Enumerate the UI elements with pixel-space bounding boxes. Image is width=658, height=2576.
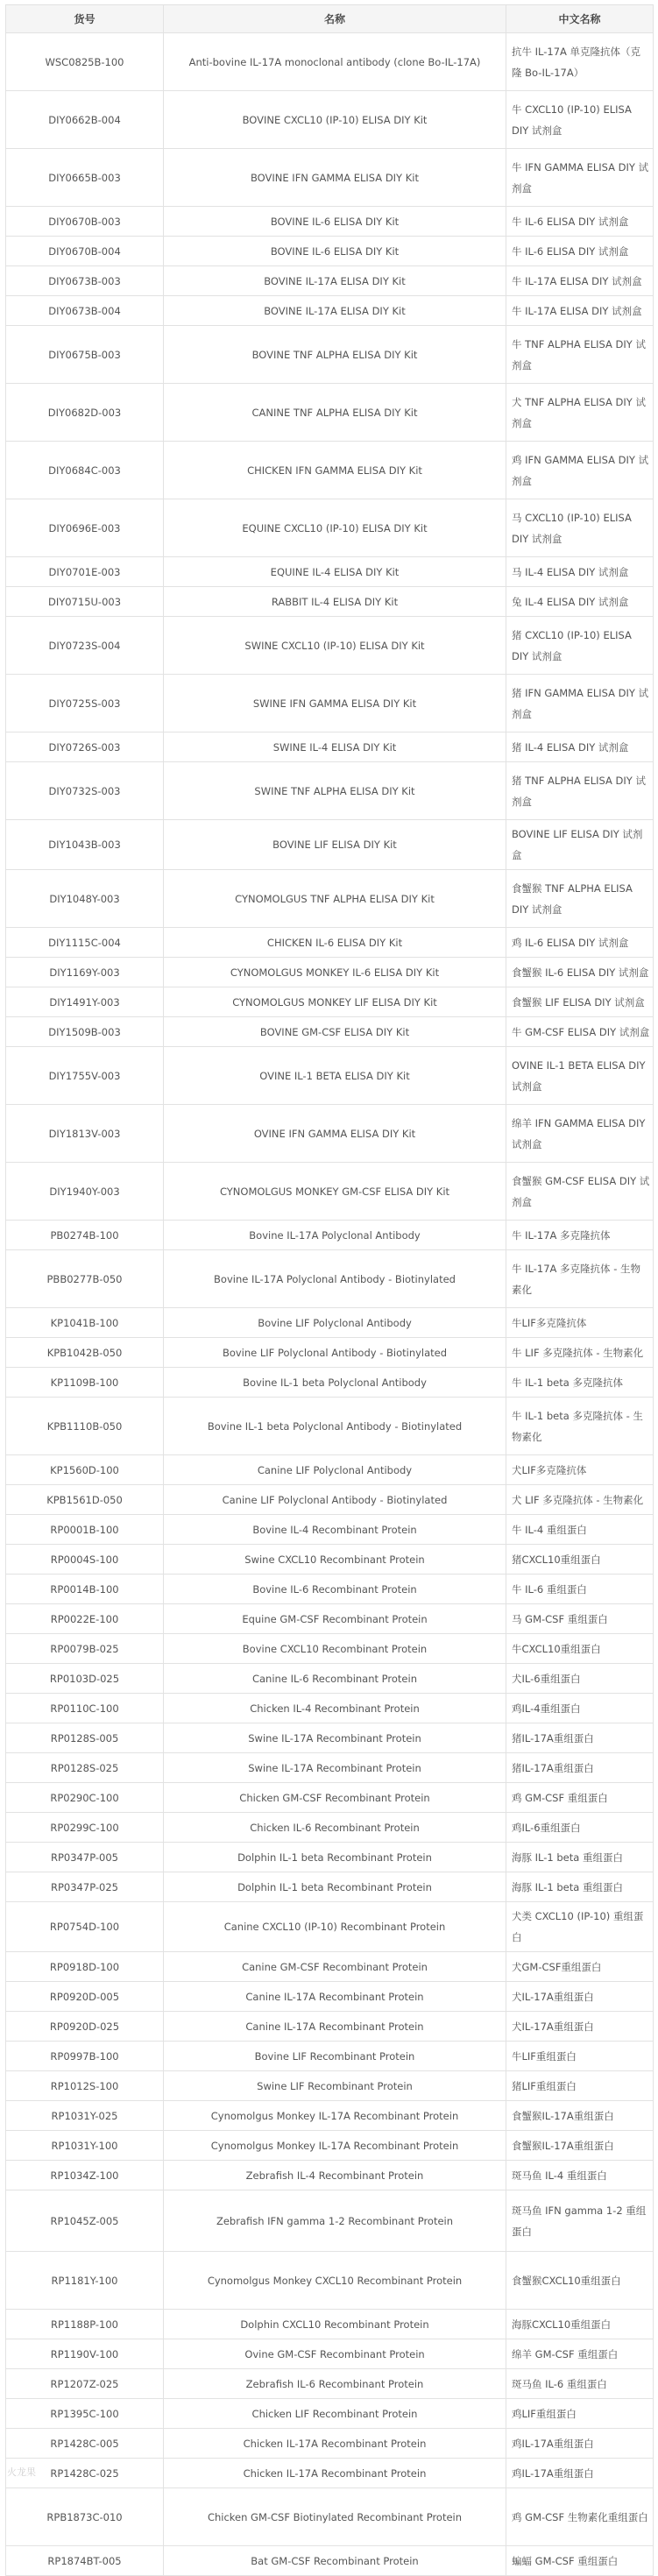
table-row	[6, 91, 654, 149]
product-code-cell: RP0920D-005	[6, 1982, 164, 2012]
product-name-cell: SWINE IFN GAMMA ELISA DIY Kit	[164, 675, 506, 732]
product-code-cell: RP1188P-100	[6, 2310, 164, 2339]
table-row	[6, 149, 654, 207]
product-code-cell: KP1109B-100	[6, 1368, 164, 1398]
product-name-cell: Bovine IL-1 beta Polyclonal Antibody	[164, 1368, 506, 1398]
product-table	[5, 4, 654, 2576]
chinese-name-cell: 牛 TNF ALPHA ELISA DIY 试剂盒	[506, 326, 654, 384]
table-row	[6, 2042, 654, 2071]
product-name-cell: Bat GM-CSF Recombinant Protein	[164, 2546, 506, 2576]
table-row	[6, 587, 654, 617]
table-row	[6, 237, 654, 266]
table-row	[6, 1338, 654, 1368]
product-code-cell: DIY1755V-003	[6, 1047, 164, 1105]
table-row	[6, 1485, 654, 1515]
product-code-cell: DIY0726S-003	[6, 732, 164, 762]
table-row	[6, 732, 654, 762]
table-row	[6, 2339, 654, 2369]
chinese-name-cell: 牛LIF重组蛋白	[506, 2042, 654, 2071]
product-code-cell: DIY0675B-003	[6, 326, 164, 384]
chinese-name-cell: 牛CXCL10重组蛋白	[506, 1634, 654, 1664]
chinese-name-cell: 马 GM-CSF 重组蛋白	[506, 1604, 654, 1634]
product-name-cell: CHICKEN IFN GAMMA ELISA DIY Kit	[164, 442, 506, 499]
table-row	[6, 958, 654, 987]
chinese-name-cell: 斑马鱼 IFN gamma 1-2 重组蛋白	[506, 2190, 654, 2252]
product-name-cell: BOVINE IL-6 ELISA DIY Kit	[164, 207, 506, 237]
table-header-row	[6, 5, 654, 33]
product-name-cell: Cynomolgus Monkey IL-17A Recombinant Protein	[164, 2101, 506, 2131]
product-name-cell: Bovine IL-4 Recombinant Protein	[164, 1515, 506, 1545]
product-code-cell: DIY0682D-003	[6, 384, 164, 442]
product-code-cell: RP0299C-100	[6, 1813, 164, 1843]
product-code-cell: DIY0670B-004	[6, 237, 164, 266]
product-code-cell: RP0290C-100	[6, 1783, 164, 1813]
product-code-cell: RP0920D-025	[6, 2012, 164, 2042]
table-row	[6, 928, 654, 958]
product-name-cell: Zebrafish IL-4 Recombinant Protein	[164, 2161, 506, 2190]
product-name-cell: SWINE IL-4 ELISA DIY Kit	[164, 732, 506, 762]
product-name-cell: Dolphin IL-1 beta Recombinant Protein	[164, 1843, 506, 1872]
chinese-name-cell: 犬IL-6重组蛋白	[506, 1664, 654, 1694]
table-row	[6, 617, 654, 675]
chinese-name-cell: 猪 CXCL10 (IP-10) ELISA DIY 试剂盒	[506, 617, 654, 675]
product-code-cell: RP0079B-025	[6, 1634, 164, 1664]
product-code-cell: DIY0665B-003	[6, 149, 164, 207]
chinese-name-cell: 斑马鱼 IL-6 重组蛋白	[506, 2369, 654, 2399]
product-name-cell: BOVINE IL-6 ELISA DIY Kit	[164, 237, 506, 266]
product-code-cell: RP1031Y-025	[6, 2101, 164, 2131]
product-name-cell: Swine IL-17A Recombinant Protein	[164, 1753, 506, 1783]
product-code-cell: RP1031Y-100	[6, 2131, 164, 2161]
product-name-cell: Equine GM-CSF Recombinant Protein	[164, 1604, 506, 1634]
chinese-name-cell: 马 CXCL10 (IP-10) ELISA DIY 试剂盒	[506, 499, 654, 557]
table-row	[6, 1952, 654, 1982]
product-name-cell: CANINE TNF ALPHA ELISA DIY Kit	[164, 384, 506, 442]
product-code-cell: RP0754D-100	[6, 1902, 164, 1952]
product-name-cell: SWINE CXCL10 (IP-10) ELISA DIY Kit	[164, 617, 506, 675]
product-code-cell: RP1012S-100	[6, 2071, 164, 2101]
product-name-cell: CYNOMOLGUS MONKEY LIF ELISA DIY Kit	[164, 987, 506, 1017]
table-row	[6, 296, 654, 326]
table-row	[6, 2161, 654, 2190]
table-row	[6, 1163, 654, 1221]
product-code-cell: DIY0723S-004	[6, 617, 164, 675]
table-row	[6, 1575, 654, 1604]
table-row	[6, 2369, 654, 2399]
table-row	[6, 442, 654, 499]
product-code-cell: RP0004S-100	[6, 1545, 164, 1575]
table-row	[6, 1723, 654, 1753]
table-row	[6, 1982, 654, 2012]
product-code-cell: KP1041B-100	[6, 1308, 164, 1338]
product-code-cell: DIY0701E-003	[6, 557, 164, 587]
product-name-cell: Zebrafish IL-6 Recombinant Protein	[164, 2369, 506, 2399]
table-row	[6, 1813, 654, 1843]
table-row	[6, 2012, 654, 2042]
chinese-name-cell: 鸡 IL-6 ELISA DIY 试剂盒	[506, 928, 654, 958]
chinese-name-cell: 海豚 IL-1 beta 重组蛋白	[506, 1843, 654, 1872]
product-code-cell: RP0001B-100	[6, 1515, 164, 1545]
product-name-cell: Chicken LIF Recombinant Protein	[164, 2399, 506, 2429]
product-name-cell: Anti-bovine IL-17A monoclonal antibody (clone Bo-IL-17A)	[164, 33, 506, 91]
chinese-name-cell: 鸡 GM-CSF 重组蛋白	[506, 1783, 654, 1813]
chinese-name-cell: 蝙蝠 GM-CSF 重组蛋白	[506, 2546, 654, 2576]
table-row	[6, 33, 654, 91]
product-name-cell: Bovine LIF Polyclonal Antibody - Biotinylated	[164, 1338, 506, 1368]
table-row	[6, 326, 654, 384]
product-code-cell: KPB1110B-050	[6, 1398, 164, 1455]
table-row	[6, 1398, 654, 1455]
table-body	[6, 33, 654, 2576]
header-name: 名称	[164, 5, 506, 33]
product-code-cell: DIY0725S-003	[6, 675, 164, 732]
table-row	[6, 2190, 654, 2252]
table-row	[6, 1753, 654, 1783]
product-name-cell: Canine CXCL10 (IP-10) Recombinant Protein	[164, 1902, 506, 1952]
product-code-cell: RP0997B-100	[6, 2042, 164, 2071]
header-chinese-name: 中文名称	[506, 5, 654, 33]
table-row	[6, 1455, 654, 1485]
chinese-name-cell: 食蟹猴CXCL10重组蛋白	[506, 2252, 654, 2310]
table-row	[6, 1694, 654, 1723]
product-name-cell: Dolphin IL-1 beta Recombinant Protein	[164, 1872, 506, 1902]
product-name-cell: Dolphin CXCL10 Recombinant Protein	[164, 2310, 506, 2339]
product-name-cell: RABBIT IL-4 ELISA DIY Kit	[164, 587, 506, 617]
chinese-name-cell: 牛 IL-6 重组蛋白	[506, 1575, 654, 1604]
product-code-cell: DIY0670B-003	[6, 207, 164, 237]
product-code-cell: DIY0662B-004	[6, 91, 164, 149]
table-row	[6, 1872, 654, 1902]
chinese-name-cell: 牛 CXCL10 (IP-10) ELISA DIY 试剂盒	[506, 91, 654, 149]
table-row	[6, 2429, 654, 2459]
chinese-name-cell: 犬 TNF ALPHA ELISA DIY 试剂盒	[506, 384, 654, 442]
product-name-cell: Cynomolgus Monkey IL-17A Recombinant Protein	[164, 2131, 506, 2161]
product-code-cell: DIY1043B-003	[6, 820, 164, 870]
product-code-cell: DIY1115C-004	[6, 928, 164, 958]
product-name-cell: Ovine GM-CSF Recombinant Protein	[164, 2339, 506, 2369]
product-name-cell: Bovine IL-6 Recombinant Protein	[164, 1575, 506, 1604]
header-code: 货号	[6, 5, 164, 33]
product-name-cell: Bovine LIF Recombinant Protein	[164, 2042, 506, 2071]
chinese-name-cell: 牛 IL-6 ELISA DIY 试剂盒	[506, 237, 654, 266]
watermark-logo: 火龙果	[7, 2466, 36, 2478]
chinese-name-cell: 牛 IL-17A 多克隆抗体 - 生物素化	[506, 1250, 654, 1308]
chinese-name-cell: 猪IL-17A重组蛋白	[506, 1723, 654, 1753]
chinese-name-cell: 鸡 IFN GAMMA ELISA DIY 试剂盒	[506, 442, 654, 499]
product-code-cell: KP1560D-100	[6, 1455, 164, 1485]
table-row	[6, 1634, 654, 1664]
chinese-name-cell: 牛 IL-17A 多克隆抗体	[506, 1221, 654, 1250]
table-row	[6, 1604, 654, 1634]
product-name-cell: Bovine IL-1 beta Polyclonal Antibody - Biotinylated	[164, 1398, 506, 1455]
product-name-cell: Canine GM-CSF Recombinant Protein	[164, 1952, 506, 1982]
product-code-cell: RP0347P-025	[6, 1872, 164, 1902]
chinese-name-cell: 牛 IFN GAMMA ELISA DIY 试剂盒	[506, 149, 654, 207]
chinese-name-cell: 牛 IL-17A ELISA DIY 试剂盒	[506, 266, 654, 296]
chinese-name-cell: 猪IL-17A重组蛋白	[506, 1753, 654, 1783]
product-name-cell: Cynomolgus Monkey CXCL10 Recombinant Protein	[164, 2252, 506, 2310]
table-row	[6, 987, 654, 1017]
product-name-cell: BOVINE LIF ELISA DIY Kit	[164, 820, 506, 870]
table-row	[6, 266, 654, 296]
chinese-name-cell: 牛 IL-17A ELISA DIY 试剂盒	[506, 296, 654, 326]
product-code-cell: DIY1940Y-003	[6, 1163, 164, 1221]
product-name-cell: Swine CXCL10 Recombinant Protein	[164, 1545, 506, 1575]
table-row	[6, 1105, 654, 1163]
table-row	[6, 2071, 654, 2101]
table-row	[6, 1783, 654, 1813]
product-name-cell: Chicken IL-17A Recombinant Protein	[164, 2429, 506, 2459]
product-name-cell: CYNOMOLGUS MONKEY GM-CSF ELISA DIY Kit	[164, 1163, 506, 1221]
product-code-cell: RP0128S-005	[6, 1723, 164, 1753]
chinese-name-cell: 牛 GM-CSF ELISA DIY 试剂盒	[506, 1017, 654, 1047]
table-row	[6, 384, 654, 442]
table-row	[6, 499, 654, 557]
table-row	[6, 1664, 654, 1694]
table-row	[6, 2101, 654, 2131]
product-code-cell: RPB1873C-010	[6, 2488, 164, 2546]
product-code-cell: RP1190V-100	[6, 2339, 164, 2369]
chinese-name-cell: 海豚 IL-1 beta 重组蛋白	[506, 1872, 654, 1902]
product-name-cell: BOVINE IL-17A ELISA DIY Kit	[164, 296, 506, 326]
product-code-cell: RP1207Z-025	[6, 2369, 164, 2399]
chinese-name-cell: 牛 IL-4 重组蛋白	[506, 1515, 654, 1545]
chinese-name-cell: 牛 IL-1 beta 多克隆抗体	[506, 1368, 654, 1398]
table-row	[6, 207, 654, 237]
chinese-name-cell: 牛LIF多克隆抗体	[506, 1308, 654, 1338]
product-name-cell: Canine IL-17A Recombinant Protein	[164, 2012, 506, 2042]
product-name-cell: CYNOMOLGUS MONKEY IL-6 ELISA DIY Kit	[164, 958, 506, 987]
product-name-cell: Swine IL-17A Recombinant Protein	[164, 1723, 506, 1753]
product-table-container	[5, 4, 653, 2576]
product-name-cell: Chicken IL-17A Recombinant Protein	[164, 2459, 506, 2488]
product-code-cell: RP0918D-100	[6, 1952, 164, 1982]
product-code-cell: DIY0673B-004	[6, 296, 164, 326]
table-row	[6, 1902, 654, 1952]
chinese-name-cell: 食蟹猴IL-17A重组蛋白	[506, 2131, 654, 2161]
chinese-name-cell: 绵羊 GM-CSF 重组蛋白	[506, 2339, 654, 2369]
product-code-cell: DIY0696E-003	[6, 499, 164, 557]
product-code-cell: RP1395C-100	[6, 2399, 164, 2429]
table-row	[6, 1515, 654, 1545]
product-name-cell: OVINE IL-1 BETA ELISA DIY Kit	[164, 1047, 506, 1105]
table-row	[6, 2252, 654, 2310]
table-row	[6, 675, 654, 732]
product-code-cell: RP0128S-025	[6, 1753, 164, 1783]
chinese-name-cell: 犬LIF多克隆抗体	[506, 1455, 654, 1485]
table-row	[6, 2459, 654, 2488]
chinese-name-cell: 鸡IL-6重组蛋白	[506, 1813, 654, 1843]
chinese-name-cell: 猪 IFN GAMMA ELISA DIY 试剂盒	[506, 675, 654, 732]
product-code-cell: PBB0277B-050	[6, 1250, 164, 1308]
product-name-cell: Chicken GM-CSF Biotinylated Recombinant Protein	[164, 2488, 506, 2546]
product-code-cell: RP1428C-025	[6, 2459, 164, 2488]
table-row	[6, 2131, 654, 2161]
chinese-name-cell: 猪 IL-4 ELISA DIY 试剂盒	[506, 732, 654, 762]
product-code-cell: DIY1509B-003	[6, 1017, 164, 1047]
chinese-name-cell: 犬 LIF 多克隆抗体 - 生物素化	[506, 1485, 654, 1515]
chinese-name-cell: 鸡LIF重组蛋白	[506, 2399, 654, 2429]
product-code-cell: DIY1813V-003	[6, 1105, 164, 1163]
product-name-cell: EQUINE CXCL10 (IP-10) ELISA DIY Kit	[164, 499, 506, 557]
product-name-cell: Canine IL-17A Recombinant Protein	[164, 1982, 506, 2012]
chinese-name-cell: OVINE IL-1 BETA ELISA DIY 试剂盒	[506, 1047, 654, 1105]
table-row	[6, 820, 654, 870]
table-row	[6, 762, 654, 820]
product-name-cell: BOVINE IL-17A ELISA DIY Kit	[164, 266, 506, 296]
chinese-name-cell: 鸡IL-17A重组蛋白	[506, 2429, 654, 2459]
table-row	[6, 1047, 654, 1105]
product-code-cell: RP0014B-100	[6, 1575, 164, 1604]
product-name-cell: Chicken GM-CSF Recombinant Protein	[164, 1783, 506, 1813]
product-code-cell: DIY0715U-003	[6, 587, 164, 617]
product-code-cell: RP1874BT-005	[6, 2546, 164, 2576]
chinese-name-cell: 猪CXCL10重组蛋白	[506, 1545, 654, 1575]
chinese-name-cell: 猪 TNF ALPHA ELISA DIY 试剂盒	[506, 762, 654, 820]
product-name-cell: BOVINE GM-CSF ELISA DIY Kit	[164, 1017, 506, 1047]
product-name-cell: SWINE TNF ALPHA ELISA DIY Kit	[164, 762, 506, 820]
chinese-name-cell: 食蟹猴IL-17A重组蛋白	[506, 2101, 654, 2131]
product-code-cell: DIY1491Y-003	[6, 987, 164, 1017]
product-name-cell: OVINE IFN GAMMA ELISA DIY Kit	[164, 1105, 506, 1163]
product-code-cell: PB0274B-100	[6, 1221, 164, 1250]
chinese-name-cell: 牛 LIF 多克隆抗体 - 生物素化	[506, 1338, 654, 1368]
chinese-name-cell: 鸡IL-4重组蛋白	[506, 1694, 654, 1723]
table-row	[6, 1368, 654, 1398]
chinese-name-cell: 鸡IL-17A重组蛋白	[506, 2459, 654, 2488]
table-row	[6, 1221, 654, 1250]
product-code-cell: RP1045Z-005	[6, 2190, 164, 2252]
product-code-cell: DIY0684C-003	[6, 442, 164, 499]
table-row	[6, 2488, 654, 2546]
product-name-cell: Canine IL-6 Recombinant Protein	[164, 1664, 506, 1694]
chinese-name-cell: 食蟹猴 GM-CSF ELISA DIY 试剂盒	[506, 1163, 654, 1221]
chinese-name-cell: 犬GM-CSF重组蛋白	[506, 1952, 654, 1982]
product-code-cell: DIY0673B-003	[6, 266, 164, 296]
product-code-cell: DIY0732S-003	[6, 762, 164, 820]
table-row	[6, 1017, 654, 1047]
chinese-name-cell: 犬IL-17A重组蛋白	[506, 2012, 654, 2042]
product-code-cell: RP0022E-100	[6, 1604, 164, 1634]
chinese-name-cell: 斑马鱼 IL-4 重组蛋白	[506, 2161, 654, 2190]
product-name-cell: BOVINE TNF ALPHA ELISA DIY Kit	[164, 326, 506, 384]
chinese-name-cell: 猪LIF重组蛋白	[506, 2071, 654, 2101]
product-name-cell: Bovine IL-17A Polyclonal Antibody	[164, 1221, 506, 1250]
chinese-name-cell: BOVINE LIF ELISA DIY 试剂盒	[506, 820, 654, 870]
chinese-name-cell: 兔 IL-4 ELISA DIY 试剂盒	[506, 587, 654, 617]
table-row	[6, 870, 654, 928]
product-code-cell: DIY1048Y-003	[6, 870, 164, 928]
product-name-cell: BOVINE CXCL10 (IP-10) ELISA DIY Kit	[164, 91, 506, 149]
chinese-name-cell: 食蟹猴 IL-6 ELISA DIY 试剂盒	[506, 958, 654, 987]
product-name-cell: Bovine CXCL10 Recombinant Protein	[164, 1634, 506, 1664]
table-row	[6, 557, 654, 587]
product-name-cell: CYNOMOLGUS TNF ALPHA ELISA DIY Kit	[164, 870, 506, 928]
chinese-name-cell: 海豚CXCL10重组蛋白	[506, 2310, 654, 2339]
product-code-cell: WSC0825B-100	[6, 33, 164, 91]
chinese-name-cell: 绵羊 IFN GAMMA ELISA DIY 试剂盒	[506, 1105, 654, 1163]
product-name-cell: Canine LIF Polyclonal Antibody	[164, 1455, 506, 1485]
table-row	[6, 1545, 654, 1575]
chinese-name-cell: 牛 IL-1 beta 多克隆抗体 - 生物素化	[506, 1398, 654, 1455]
product-code-cell: RP0103D-025	[6, 1664, 164, 1694]
product-name-cell: Bovine LIF Polyclonal Antibody	[164, 1308, 506, 1338]
table-row	[6, 1250, 654, 1308]
product-name-cell: Swine LIF Recombinant Protein	[164, 2071, 506, 2101]
chinese-name-cell: 犬类 CXCL10 (IP-10) 重组蛋白	[506, 1902, 654, 1952]
chinese-name-cell: 鸡 GM-CSF 生物素化重组蛋白	[506, 2488, 654, 2546]
product-code-cell: RP1428C-005	[6, 2429, 164, 2459]
chinese-name-cell: 犬IL-17A重组蛋白	[506, 1982, 654, 2012]
chinese-name-cell: 马 IL-4 ELISA DIY 试剂盒	[506, 557, 654, 587]
table-row	[6, 2546, 654, 2576]
product-code-cell: RP1034Z-100	[6, 2161, 164, 2190]
product-name-cell: Bovine IL-17A Polyclonal Antibody - Biotinylated	[164, 1250, 506, 1308]
product-code-cell: RP1181Y-100	[6, 2252, 164, 2310]
product-code-cell: KPB1042B-050	[6, 1338, 164, 1368]
product-name-cell: BOVINE IFN GAMMA ELISA DIY Kit	[164, 149, 506, 207]
chinese-name-cell: 牛 IL-6 ELISA DIY 试剂盒	[506, 207, 654, 237]
product-name-cell: Canine LIF Polyclonal Antibody - Biotinylated	[164, 1485, 506, 1515]
chinese-name-cell: 抗牛 IL-17A 单克隆抗体（克隆 Bo-IL-17A）	[506, 33, 654, 91]
product-name-cell: Chicken IL-4 Recombinant Protein	[164, 1694, 506, 1723]
chinese-name-cell: 食蟹猴 LIF ELISA DIY 试剂盒	[506, 987, 654, 1017]
product-name-cell: Chicken IL-6 Recombinant Protein	[164, 1813, 506, 1843]
table-row	[6, 1308, 654, 1338]
chinese-name-cell: 食蟹猴 TNF ALPHA ELISA DIY 试剂盒	[506, 870, 654, 928]
product-name-cell: Zebrafish IFN gamma 1-2 Recombinant Protein	[164, 2190, 506, 2252]
table-row	[6, 2399, 654, 2429]
product-name-cell: CHICKEN IL-6 ELISA DIY Kit	[164, 928, 506, 958]
product-code-cell: DIY1169Y-003	[6, 958, 164, 987]
product-code-cell: RP0110C-100	[6, 1694, 164, 1723]
table-row	[6, 2310, 654, 2339]
product-code-cell: RP0347P-005	[6, 1843, 164, 1872]
table-row	[6, 1843, 654, 1872]
product-name-cell: EQUINE IL-4 ELISA DIY Kit	[164, 557, 506, 587]
product-code-cell: KPB1561D-050	[6, 1485, 164, 1515]
